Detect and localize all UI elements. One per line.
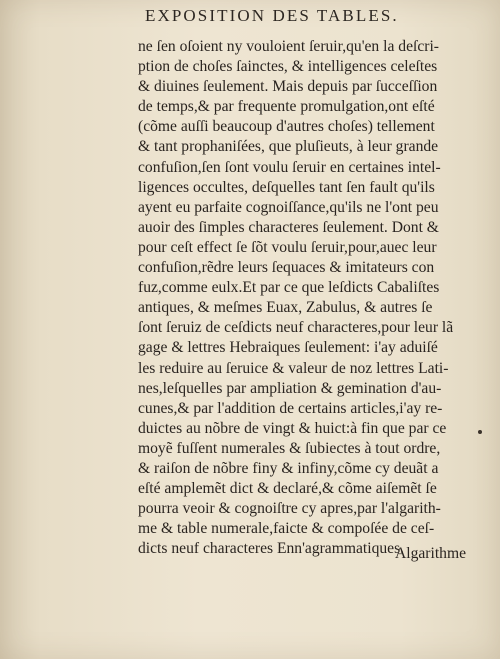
text-line: les reduire au ſeruice & valeur de noz lettres Lati- (138, 359, 449, 377)
text-line: pourra veoir & cognoiſtre cy apres,par l'algarith- (138, 500, 441, 518)
text-line: cunes,& par l'addition de certains articles,i'ay re- (138, 399, 443, 417)
text-line: dicts neuf characteres Enn'agrammatiques. (138, 540, 405, 558)
body-text (138, 37, 490, 559)
text-line: fuz,comme eulx.Et par ce que leſdicts Cabaliſtes (138, 279, 440, 297)
text-line: (cõme auſſi beaucoup d'autres choſes) tellement (138, 118, 435, 136)
text-line: eſté amplemẽt dict & declaré,& cõme aiſemẽt ſe (138, 480, 437, 498)
text-line: & raiſon de nõbre finy & infiny,cõme cy deuãt a (138, 459, 439, 477)
text-line: nes,leſquelles par ampliation & gemination d'au- (138, 379, 442, 397)
text-line: ſont ſeruiz de ceſdicts neuf characteres,pour leur lã (138, 319, 454, 337)
text-line: & diuines ſeulement. Mais depuis par ſucceſſion (138, 78, 438, 96)
text-line: me & table numerale,faicte & compoſée de ceſ- (138, 520, 435, 538)
text-line: confuſion,rẽdre leurs ſequaces & imitateurs con (138, 259, 435, 277)
catchword: Algarithme (395, 545, 467, 562)
text-line: de temps,& par frequente promulgation,ont eſté (138, 98, 435, 116)
text-line: gage & lettres Hebraiques ſeulement: i'ay aduiſé (138, 339, 438, 357)
text-line: antiques, & meſmes Euax, Zabulus, & autres ſe (138, 299, 433, 317)
running-head: EXPOSITION DES TABLES. (145, 6, 399, 25)
ink-mark (478, 430, 482, 434)
text-line: auoir des ſimples characteres ſeulement. Dont & (138, 218, 439, 236)
text-line: moyẽ fuſſent numerales & ſubiectes à tout ordre, (138, 439, 441, 457)
text-line: duictes au nõbre de vingt & huict:à fin que par ce (138, 419, 447, 437)
text-line: ne ſen oſoient ny vouloient ſeruir,qu'en la deſcri- (138, 38, 439, 55)
text-line: & tant prophaniſées, que pluſieuts, à leur grande (138, 138, 439, 156)
text-line: pour ceſt effect ſe ſõt voulu ſeruir,pour,auec leur (138, 238, 437, 256)
text-line: ption de choſes ſainctes, & intelligences celeſtes (138, 58, 438, 76)
text-line: ayent eu parfaite cognoiſſance,qu'ils ne l'ont peu (138, 198, 439, 216)
text-line: confuſion,ſen ſont voulu ſeruir en certaines intel- (138, 158, 441, 176)
text-line: ligences occultes, deſquelles tant ſen fault qu'ils (138, 178, 435, 196)
